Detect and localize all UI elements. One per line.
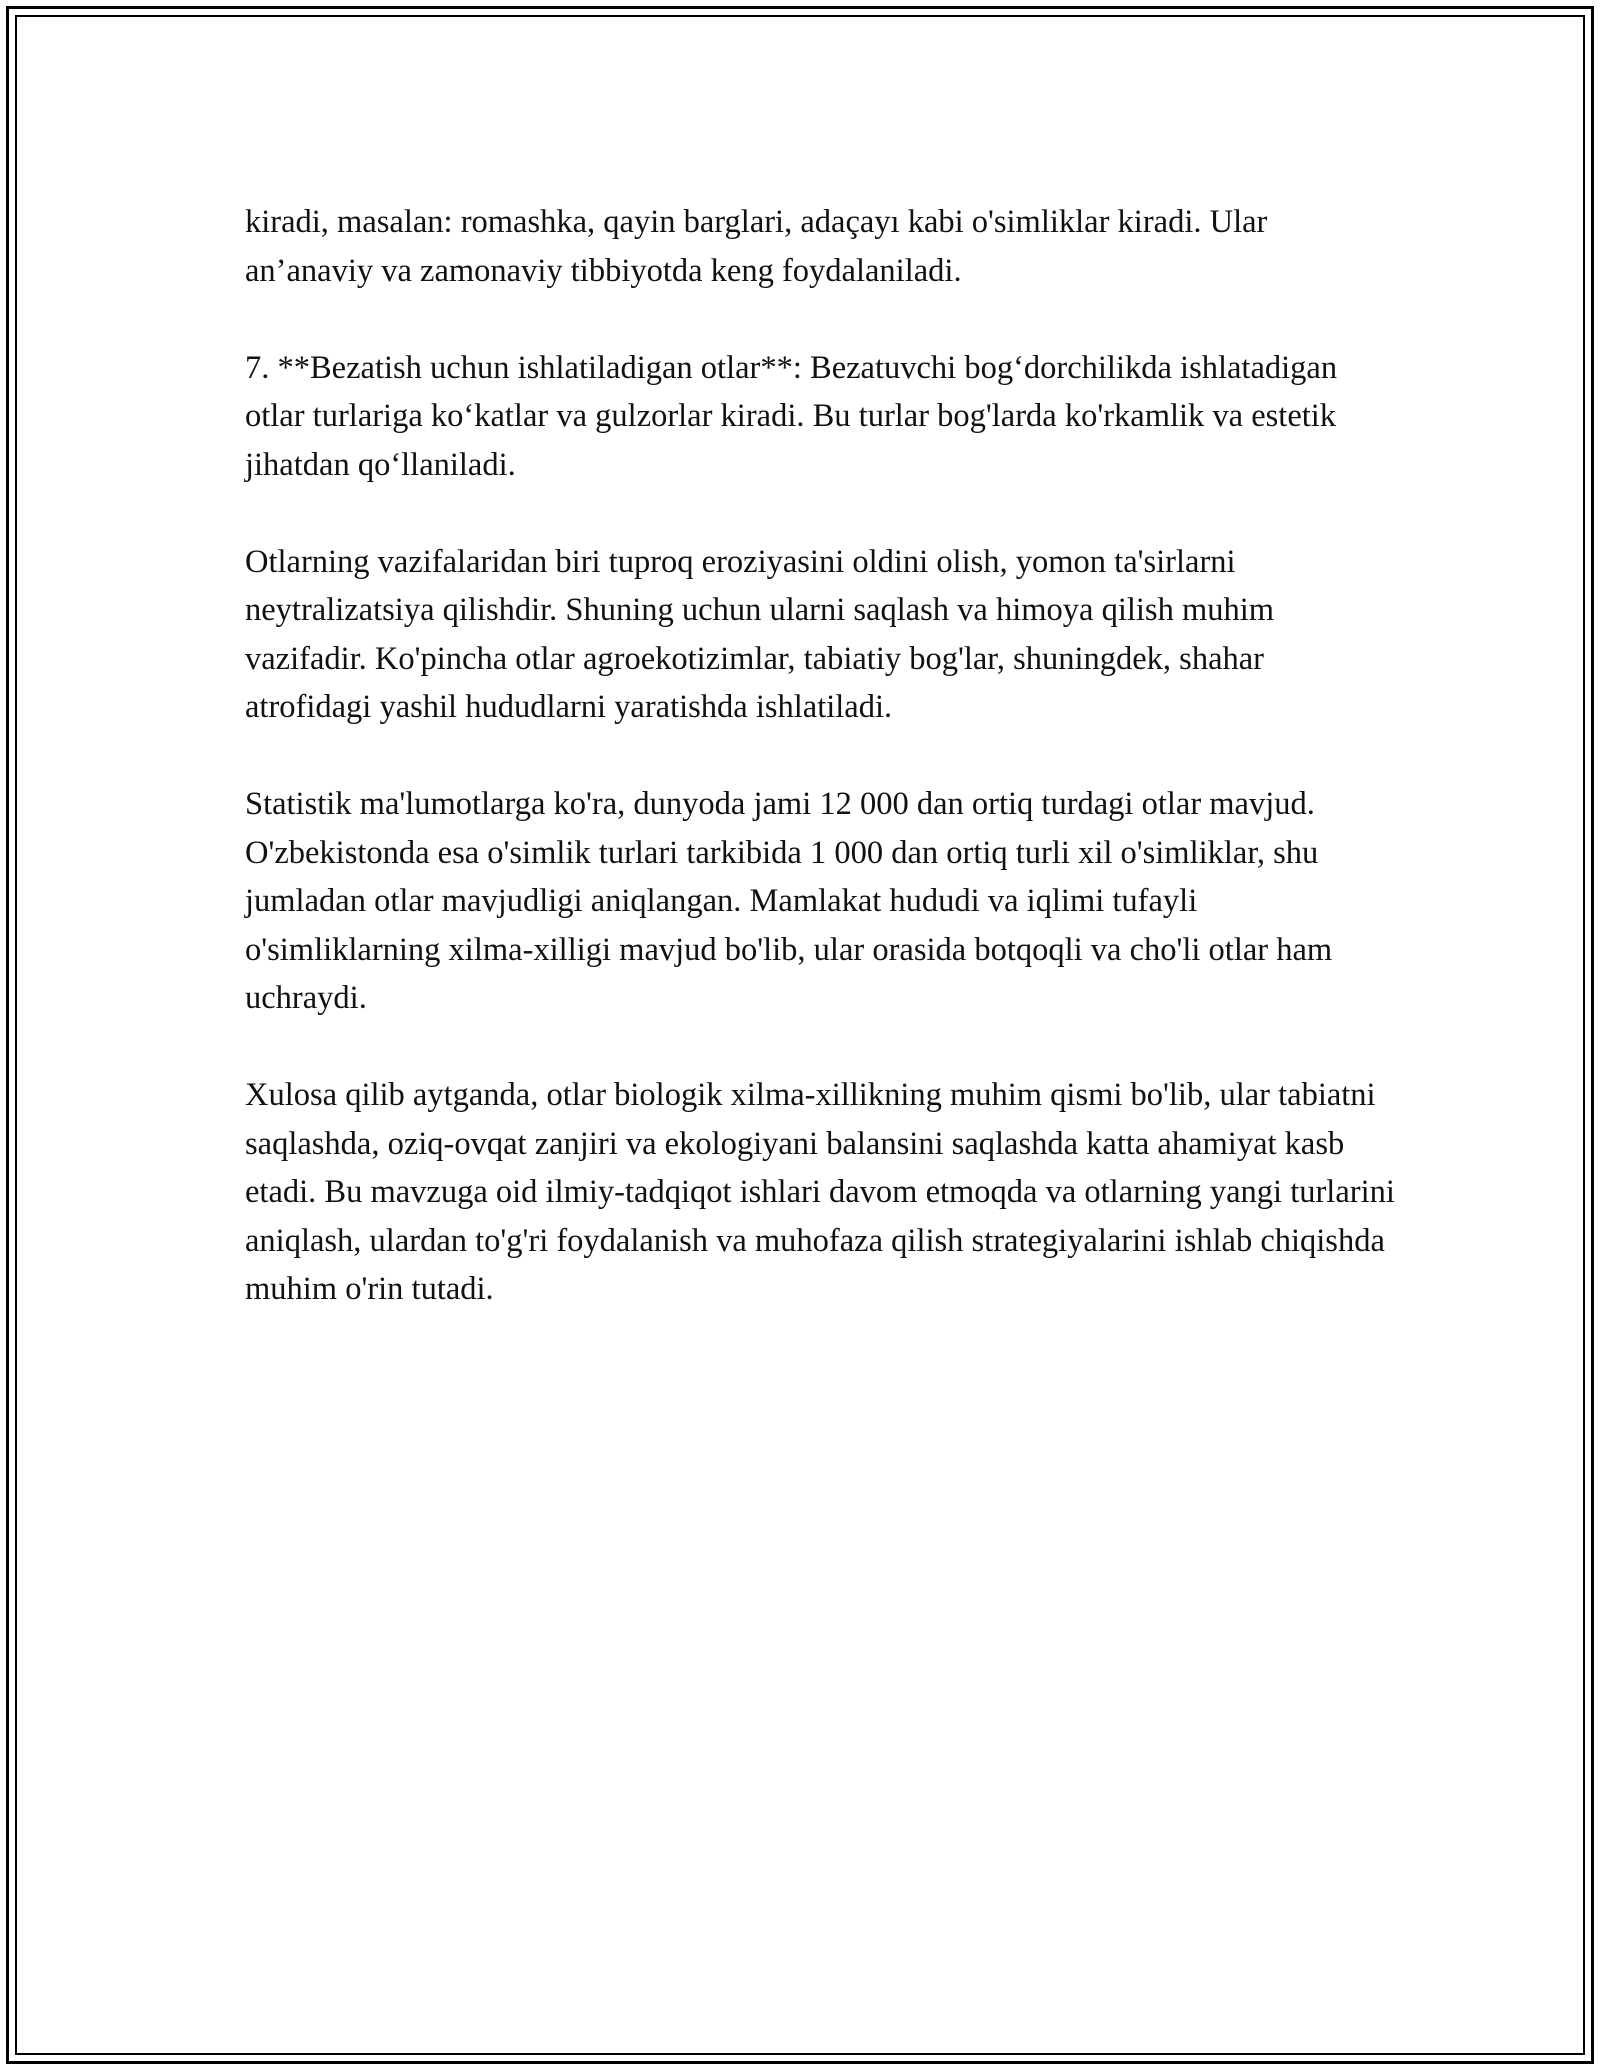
- paragraph-continuation: kiradi, masalan: romashka, qayin barglari, adaçayı kabi o'simliklar kiradi. Ular an’anaviy va zamonaviy tibbiyotda keng foydalaniladi.: [245, 204, 1268, 289]
- paragraph-functions: Otlarning vazifalaridan biri tuproq eroziyasini oldini olish, yomon ta'sirlarni neytralizatsiya qilishdir. Shuning uchun ularni saqlash va himoya qilish muhim vazifadir. Ko'pincha otlar agroekotizimlar, tabiatiy bog'lar, shuningdek, shahar atrofidagi yashil hududlarni yaratishda ishlatiladi.: [245, 543, 1275, 725]
- paragraph-conclusion: Xulosa qilib aytganda, otlar biologik xilma-xillikning muhim qismi bo'lib, ular tabiatni saqlashda, oziq-ovqat zanjiri va ekologiyani balansini saqlashda katta ahamiyat kasb etadi. Bu mavzuga oid ilmiy-tadqiqot ishlari davom etmoqda va otlarning yangi turlarini aniqlash, ulardan to'g'ri foydalanish va muhofaza qilish strategiyalarini ishlab chiqishda muhim o'rin tutadi.: [245, 1077, 1395, 1307]
- paragraph-decorative-herbs: 7. **Bezatish uchun ishlatiladigan otlar**: Bezatuvchi bog‘dorchilikda ishlatadigan otlar turlariga ko‘katlar va gulzorlar kiradi. Bu turlar bog'larda ko'rkamlik va estetik jihatdan qo‘llaniladi.: [245, 349, 1338, 483]
- paragraph-statistics: Statistik ma'lumotlarga ko'ra, dunyoda jami 12 000 dan ortiq turdagi otlar mavjud. O'zbekistonda esa o'simlik turlari tarkibida 1 000 dan ortiq turli xil o'simliklar, shu jumladan otlar mavjudligi aniqlangan. Mamlakat hududi va iqlimi tufayli o'simliklarning xilma-xilligi mavjud bo'lib, ular orasida botqoqli va cho'li otlar ham uchraydi.: [245, 786, 1333, 1016]
- document-body: [245, 198, 1395, 1314]
- page-frame: [6, 6, 1594, 2064]
